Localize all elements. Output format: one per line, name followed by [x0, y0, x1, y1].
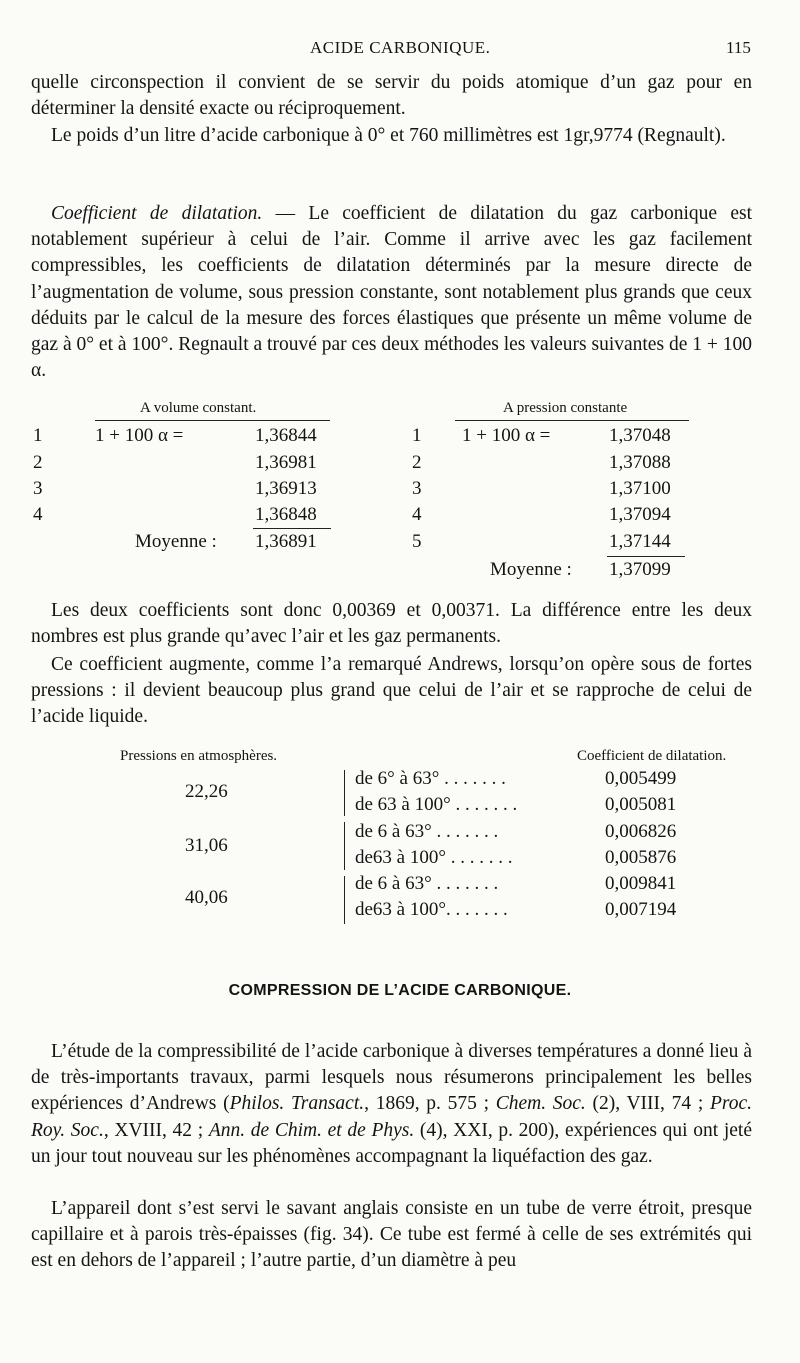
left-row-number: 2 [33, 452, 43, 473]
right-mean-label: Moyenne : [490, 559, 572, 580]
right-mean-value: 1,37099 [609, 559, 671, 580]
dilatation-text: — Le coefficient de dilatation du gaz carbonique est notablement supérieur à celui de l’air. Comme il arrive avec les gaz facilement compressibles, les coefficients de dilatation déterminés par la mesure directe de l’augmentation de volume, sous pression constante, sont notablement plus grands que ceux déduits par le calcul de la mesure des forces élastiques que présente un même volume de gaz à 0° et à 100°. Regnault a trouvé par ces deux méthodes les valeurs suivantes de 1 + 100 α. [31, 203, 752, 382]
paragraph-apparatus: L’appareil dont s’est servi le savant anglais consiste en un tube de verre étroit, presque capillaire et à parois très-épaisses (fig. 34). Ce tube est fermé à celle de ses extrémités qui est en dehors de l’appareil ; l’autre partie, d’un diamètre à peu [31, 1198, 752, 1272]
left-column-header: A volume constant. [140, 400, 257, 416]
coefficient-value: 0,007194 [605, 899, 677, 920]
dilatation-heading: Coefficient de dilatation. [51, 203, 263, 224]
right-value: 1,37048 [609, 425, 671, 446]
right-row-number: 5 [412, 531, 422, 552]
pressure-value: 31,06 [185, 835, 228, 856]
right-value: 1,37088 [609, 452, 671, 473]
pressure-value: 22,26 [185, 781, 228, 802]
left-row-number: 1 [33, 425, 43, 446]
section-heading: COMPRESSION DE L’ACIDE CARBONIQUE. [228, 982, 572, 999]
citation-proc-roy: Proc. Roy. Soc. [31, 1093, 753, 1141]
text-run: , XVIII, 42 ; [103, 1119, 209, 1141]
paragraph-coefficients: Les deux coefficients sont donc 0,00369 et 0,00371. La différence entre les deux nombres est plus grande qu’avec l’air et les gaz permanents. [31, 600, 752, 648]
pressure-column-header: Pressions en atmosphères. [120, 748, 278, 764]
right-sum-rule [607, 556, 685, 557]
temperature-range: de 6 à 63° . . . . . . . [355, 873, 499, 894]
paragraph-dilatation [31, 201, 752, 384]
paragraph-compressibility [31, 1039, 752, 1170]
paragraph-2: Le poids d’un litre d’acide carbonique à 0° et 760 millimètres est 1gr,9774 (Regnault). [51, 125, 726, 146]
temperature-range: de63 à 100°. . . . . . . [355, 899, 508, 920]
group-brace [344, 822, 345, 870]
text-run: (2), VIII, 74 ; [585, 1093, 710, 1115]
coefficient-value: 0,009841 [605, 873, 677, 894]
left-value: 1,36844 [255, 425, 317, 446]
right-value: 1,37094 [609, 504, 671, 525]
coefficient-value: 0,005081 [605, 794, 677, 815]
temperature-range: de 6 à 63° . . . . . . . [355, 821, 499, 842]
temperature-range: de 63 à 100° . . . . . . . [355, 794, 518, 815]
left-mean-value: 1,36891 [255, 531, 317, 552]
left-value: 1,36913 [255, 478, 317, 499]
right-row-number: 1 [412, 425, 422, 446]
right-row-number: 2 [412, 452, 422, 473]
coefficient-value: 0,005499 [605, 768, 677, 789]
text-run: , 1869, p. 575 ; [364, 1093, 496, 1115]
text-run: L’étude de la compressibilité de l’acide carbonique à diverses températures a donné lieu à de très-importants travaux, parmi lesquels nous résumerons principalement les belles expériences d’Andrews ( [31, 1041, 752, 1115]
right-column-header: A pression constante [503, 400, 628, 416]
page-number: 115 [726, 38, 751, 57]
temperature-range: de 6° à 63° . . . . . . . [355, 768, 506, 789]
right-row-number: 3 [412, 478, 422, 499]
right-value: 1,37144 [609, 531, 671, 552]
right-formula: 1 + 100 α = [462, 425, 551, 446]
paragraph-andrews: Ce coefficient augmente, comme l’a remarqué Andrews, lorsqu’on opère sous de fortes pressions : il devient beaucoup plus grand que celui de l’air et se rapproche de celui de l’acide liquide. [31, 654, 752, 728]
citation-philos: Philos. Transact. [229, 1093, 365, 1115]
temperature-range: de63 à 100° . . . . . . . [355, 847, 513, 868]
coefficient-value: 0,006826 [605, 821, 677, 842]
left-formula: 1 + 100 α = [95, 425, 184, 446]
right-value: 1,37100 [609, 478, 671, 499]
left-mean-label: Moyenne : [135, 531, 217, 552]
citation-annales: Ann. de Chim. et de Phys. [208, 1119, 415, 1141]
left-row-number: 4 [33, 504, 43, 525]
group-brace [344, 770, 345, 816]
paragraph-1: quelle circonspection il convient de se servir du poids atomique d’un gaz pour en déterminer la densité exacte ou réciproquement. [31, 72, 752, 120]
left-value: 1,36848 [255, 504, 317, 525]
coefficient-value: 0,005876 [605, 847, 677, 868]
right-header-rule [455, 420, 689, 421]
citation-chem-soc: Chem. Soc. [495, 1093, 586, 1115]
text-run: (4), XXI, p. 200), expériences qui ont jeté un jour tout nouveau sur les phénomènes accompagnant la liquéfaction des gaz. [31, 1119, 752, 1167]
coefficient-column-header: Coefficient de dilatation. [577, 748, 727, 764]
left-row-number: 3 [33, 478, 43, 499]
left-header-rule [95, 420, 330, 421]
group-brace [344, 876, 345, 924]
running-header [0, 38, 800, 62]
right-row-number: 4 [412, 504, 422, 525]
pressure-value: 40,06 [185, 887, 228, 908]
left-sum-rule [253, 528, 331, 529]
running-title: ACIDE CARBONIQUE. [310, 38, 491, 57]
left-value: 1,36981 [255, 452, 317, 473]
